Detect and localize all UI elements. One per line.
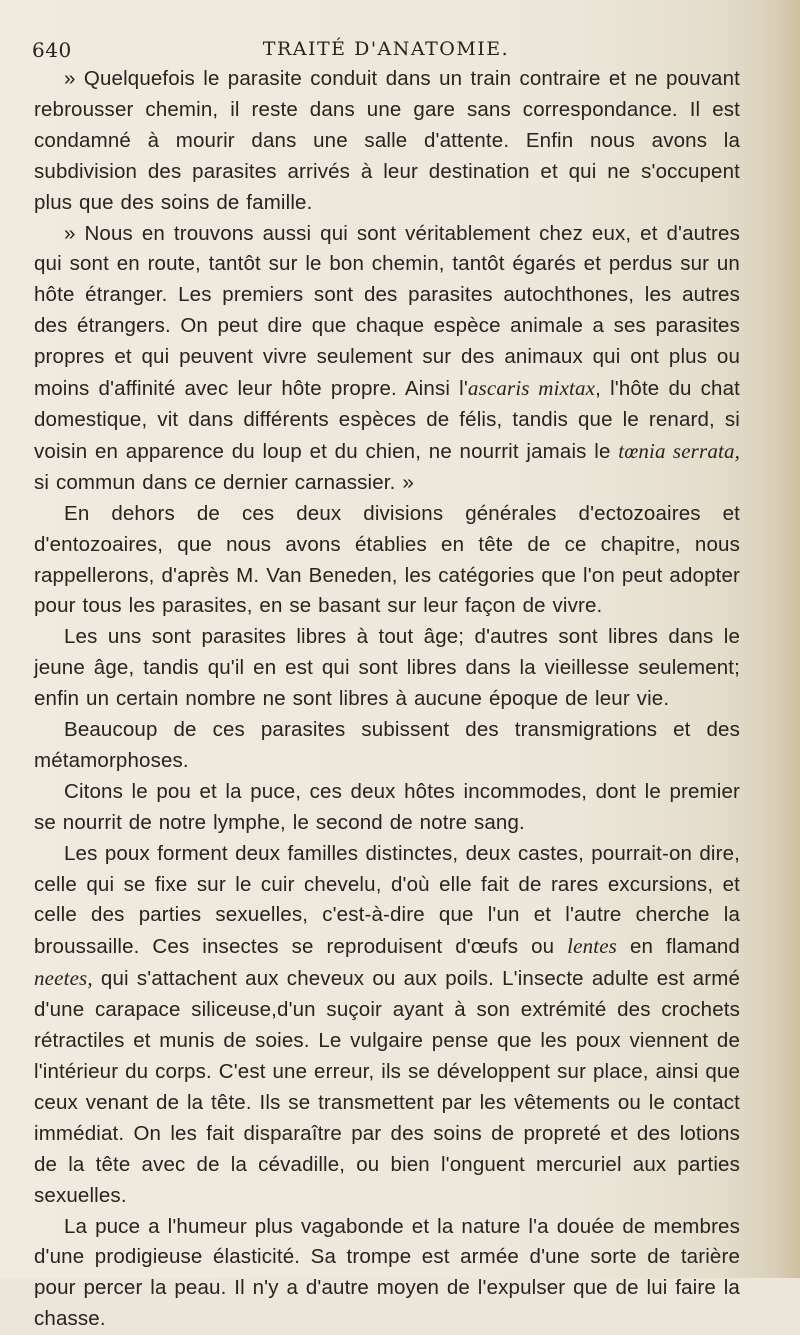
body-text <box>34 64 740 1335</box>
paragraph: Beaucoup de ces parasites subissent des transmigrations et des métamorphoses. <box>34 718 740 772</box>
italic-term: neetes, <box>34 966 93 991</box>
italic-term: ascaris mixtax <box>467 376 596 401</box>
page-number: 640 <box>32 38 72 62</box>
italic-term: tœnia serrata, <box>618 438 740 463</box>
paragraph: » Nous en trouvons aussi qui sont véritablement chez eux, et d'autres qui sont en route, tantôt sur le bon chemin, tantôt égarés et perdus sur un hôte étranger. Les premiers sont des parasites autochthones, les autres des étrangers. On peut dire que chaque espèce animale a ses parasites propres et qui peuvent vivre seulement sur des animaux qui ont plus ou moins d'affinité avec leur hôte propre. Ainsi l'ascaris mixtax, l'hôte du chat domestique, vit dans différents espèces de félis, tandis que le renard, si voisin en apparence du loup et du chien, ne nourrit jamais le tœnia serrata, si commun dans ce dernier carnassier. » <box>34 221 740 494</box>
paragraph: En dehors de ces deux divisions générales d'ectozoaires et d'entozoaires, que nous avons établies en tête de ce chapitre, nous rappellerons, d'après M. Van Beneden, les catégories que l'on peut adopter pour tous les parasites, en se basant sur leur façon de vivre. <box>34 501 740 618</box>
paragraph: La puce a l'humeur plus vagabonde et la nature l'a douée de membres d'une prodigieuse élasticité. Sa trompe est armée d'une sorte de tarière pour percer la peau. Il n'y a d'autre moyen de l'expulser que de lui faire la chasse. <box>34 1214 740 1331</box>
running-title: TRAITÉ D'ANATOMIE. <box>262 38 510 60</box>
paragraph: Les uns sont parasites libres à tout âge; d'autres sont libres dans le jeune âge, tandis qu'il en est qui sont libres dans la vieillesse seulement; enfin un certain nombre ne sont libres à aucune époque de leur vie. <box>34 625 740 711</box>
paragraph: Les poux forment deux familles distinctes, deux castes, pourrait-on dire, celle qui se fixe sur le cuir chevelu, d'où elle fait de rares excursions, et celle des parties sexuelles, c'est-à-dire que l'un et l'autre cherche la broussaille. Ces insectes se reproduisent d'œufs ou lentes en flamand neetes, qui s'attachent aux cheveux ou aux poils. L'insecte adulte est armé d'une carapace siliceuse,d'un suçoir ayant à son extrémité des crochets rétractiles et munis de soies. Le vulgaire pense que les poux viennent de l'intérieur du corps. C'est une erreur, ils se développent sur place, ainsi que ceux venant de la tête. Ils se transmettent par les vêtements ou le contact immédiat. On les fait disparaître par des soins de propreté et des lotions de la tête avec de la cévadille, ou bien l'onguent mercuriel aux parties sexuelles. <box>34 841 740 1207</box>
italic-term: lentes <box>567 934 618 959</box>
paragraph: » Quelquefois le parasite conduit dans un train contraire et ne pouvant rebrousser chemin, il reste dans une gare sans correspondance. Il est condamné à mourir dans une salle d'attente. Enfin nous avons la subdivision des parasites arrivés à leur destination et qui ne s'occupent plus que des soins de famille. <box>34 67 740 214</box>
paragraph: Citons le pou et la puce, ces deux hôtes incommodes, dont le premier se nourrit de notre lymphe, le second de notre sang. <box>34 779 740 834</box>
page-header <box>32 38 740 66</box>
